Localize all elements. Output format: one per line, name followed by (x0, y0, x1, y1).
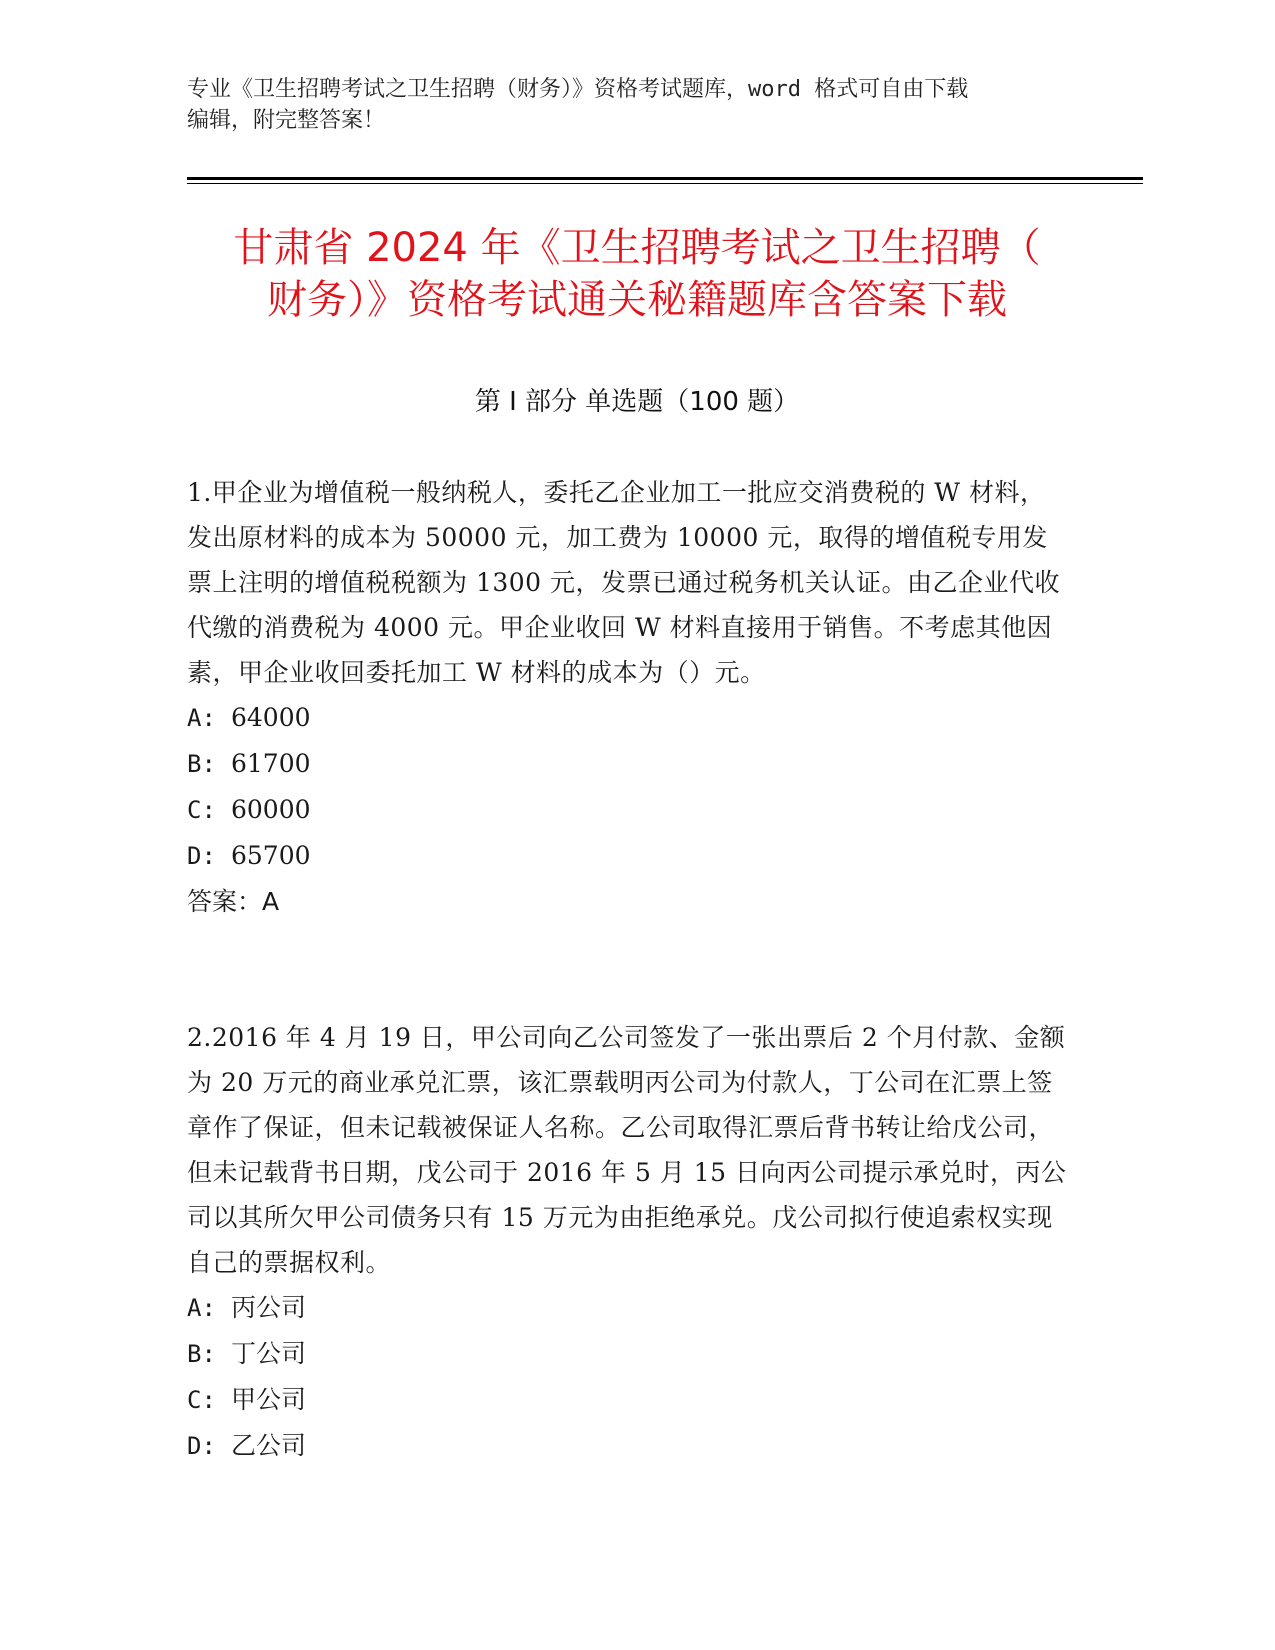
option-c (187, 1377, 1067, 1423)
option-text: 甲公司 (231, 1385, 307, 1414)
header-rule-thick (187, 177, 1143, 180)
header-rule-thin (187, 183, 1143, 184)
question-stem: 1.甲企业为增值税一般纳税人，委托乙企业加工一批应交消费税的 W 材料，发出原材料的成本为 50000 元，加工费为 10000 元，取得的增值税专用发票上注明的增值税税额为 1300 元，发票已通过税务机关认证。由乙企业代收代缴的消费税为 4000 元。甲企业收回 W 材料直接用于销售。不考虑其他因素，甲企业收回委托加工 W 材料的成本为（）元。 (187, 478, 1061, 687)
option-label: C: (187, 1386, 216, 1414)
document-title-line-1: 甘肃省 2024 年《卫生招聘考试之卫生招聘（ (233, 225, 1041, 271)
option-text: 60000 (231, 795, 311, 824)
section-heading: 第 I 部分 单选题（100 题） (474, 387, 800, 417)
option-d (187, 833, 1067, 879)
option-b (187, 1331, 1067, 1377)
option-text: 丁公司 (231, 1339, 307, 1368)
question-stem: 2.2016 年 4 月 19 日，甲公司向乙公司签发了一张出票后 2 个月付款、金额为 20 万元的商业承兑汇票，该汇票载明丙公司为付款人，丁公司在汇票上签章作了保证，但未记载被保证人名称。乙公司取得汇票后背书转让给戊公司，但未记载背书日期，戊公司于 2016 年 5 月 15 日向丙公司提示承兑时，丙公司以其所欠甲公司债务只有 15 万元为由拒绝承兑。戊公司拟行使追索权实现自己的票据权利。 (187, 1023, 1067, 1277)
option-label: A: (187, 1294, 216, 1322)
option-text: 丙公司 (231, 1293, 307, 1322)
option-label: B: (187, 750, 216, 778)
question-2 (187, 1015, 1067, 1469)
option-d (187, 1423, 1067, 1469)
option-label: A: (187, 704, 216, 732)
header-note (187, 74, 1067, 136)
question-1 (187, 470, 1067, 924)
option-label: B: (187, 1340, 216, 1368)
option-label: D: (187, 1432, 216, 1460)
document-title-line-2: 财务）》资格考试通关秘籍题库含答案下载 (267, 277, 1007, 323)
option-text: 65700 (231, 841, 311, 870)
answer-line: 答案：A (187, 887, 280, 916)
option-text: 64000 (231, 703, 311, 732)
option-label: D: (187, 842, 216, 870)
option-b (187, 741, 1067, 787)
header-note-line-2: 编辑，附完整答案！ (187, 108, 386, 133)
header-note-line-1: 专业《卫生招聘考试之卫生招聘（财务）》资格考试题库，word 格式可自由下载 (187, 77, 969, 102)
option-a (187, 1285, 1067, 1331)
option-a (187, 695, 1067, 741)
document-title (187, 222, 1087, 326)
option-text: 乙公司 (231, 1431, 307, 1460)
option-text: 61700 (231, 749, 311, 778)
option-c (187, 787, 1067, 833)
option-label: C: (187, 796, 216, 824)
